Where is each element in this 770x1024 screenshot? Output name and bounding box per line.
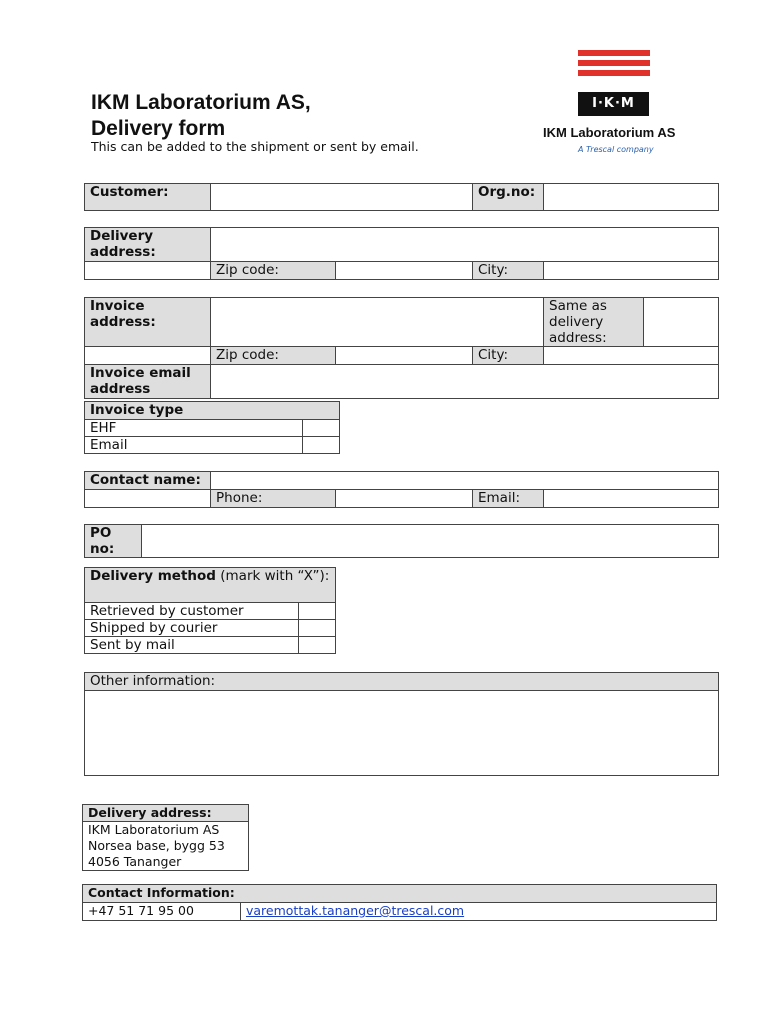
contact-name-input[interactable]: [211, 472, 719, 490]
our-contact-phone: +47 51 71 95 00: [83, 903, 241, 921]
other-info-textarea[interactable]: [85, 691, 719, 776]
po-no-input[interactable]: [142, 525, 719, 558]
same-as-delivery-label: Same as delivery address:: [544, 298, 644, 347]
invoice-email-input[interactable]: [211, 365, 719, 399]
delivery-method-header-rest: (mark with “X”):: [215, 568, 330, 584]
phone-input[interactable]: [336, 490, 473, 508]
invoice-city-input[interactable]: [544, 347, 719, 365]
method-courier-checkbox[interactable]: [299, 620, 336, 637]
delivery-city-label: City:: [473, 262, 544, 280]
contact-table: [84, 471, 719, 508]
phone-label: Phone:: [211, 490, 336, 508]
other-info-table: [84, 672, 719, 776]
customer-input[interactable]: [211, 184, 473, 211]
logo-stripe: [578, 50, 650, 56]
invoice-type-table: [84, 401, 340, 454]
title-line-2: Delivery form: [91, 117, 226, 140]
our-address-line-1: IKM Laboratorium AS: [88, 822, 220, 837]
delivery-city-input[interactable]: [544, 262, 719, 280]
org-no-input[interactable]: [544, 184, 719, 211]
our-address-table: [82, 804, 249, 871]
logo-stripe: [578, 70, 650, 76]
email-input[interactable]: [544, 490, 719, 508]
logo-stripe: [578, 60, 650, 66]
customer-table: [84, 183, 719, 211]
invoice-type-header: Invoice type: [85, 402, 340, 420]
delivery-method-header-bold: Delivery method: [90, 568, 216, 584]
logo-box: I·K·M: [578, 92, 649, 116]
same-as-delivery-input[interactable]: [644, 298, 719, 347]
invoice-type-ehf-label: EHF: [85, 420, 303, 437]
po-no-label: PO no:: [85, 525, 142, 558]
our-address-header: Delivery address:: [83, 805, 249, 822]
method-retrieved-label: Retrieved by customer: [85, 603, 299, 620]
method-courier-label: Shipped by courier: [85, 620, 299, 637]
ikm-logo: [540, 48, 690, 160]
invoice-blank-cell: [85, 347, 211, 365]
our-contact-header: Contact Information:: [83, 885, 717, 903]
invoice-type-email-checkbox[interactable]: [303, 437, 340, 454]
our-contact-email-cell: [241, 903, 717, 921]
contact-name-label: Contact name:: [85, 472, 211, 490]
page-title: [91, 90, 311, 142]
our-address-line-3: 4056 Tananger: [88, 854, 182, 869]
invoice-type-ehf-checkbox[interactable]: [303, 420, 340, 437]
invoice-email-label: Invoice email address: [85, 365, 211, 399]
logo-company-name: IKM Laboratorium AS: [543, 125, 676, 140]
method-retrieved-checkbox[interactable]: [299, 603, 336, 620]
invoice-zip-label: Zip code:: [211, 347, 336, 365]
org-no-label: Org.no:: [473, 184, 544, 211]
customer-label: Customer:: [85, 184, 211, 211]
method-mail-label: Sent by mail: [85, 637, 299, 654]
title-line-1: IKM Laboratorium AS,: [91, 91, 311, 114]
invoice-table: [84, 297, 719, 399]
invoice-address-input[interactable]: [211, 298, 544, 347]
our-address-body: [83, 822, 249, 871]
delivery-table: [84, 227, 719, 280]
invoice-address-label: Invoice address:: [85, 298, 211, 347]
delivery-method-table: [84, 567, 336, 654]
our-contact-email-link[interactable]: varemottak.tananger@trescal.com: [246, 903, 465, 918]
delivery-address-label: Delivery address:: [85, 228, 211, 262]
logo-tagline: A Trescal company: [578, 145, 654, 154]
delivery-zip-input[interactable]: [336, 262, 473, 280]
delivery-method-header: [85, 568, 336, 603]
contact-blank-cell: [85, 490, 211, 508]
our-contact-table: [82, 884, 717, 921]
invoice-city-label: City:: [473, 347, 544, 365]
page-subtitle: This can be added to the shipment or sent by email.: [91, 139, 419, 154]
delivery-zip-label: Zip code:: [211, 262, 336, 280]
invoice-type-email-label: Email: [85, 437, 303, 454]
our-address-line-2: Norsea base, bygg 53: [88, 838, 225, 853]
po-table: [84, 524, 719, 558]
other-info-label: Other information:: [85, 673, 719, 691]
delivery-address-input[interactable]: [211, 228, 719, 262]
delivery-blank-cell: [85, 262, 211, 280]
method-mail-checkbox[interactable]: [299, 637, 336, 654]
email-label: Email:: [473, 490, 544, 508]
invoice-zip-input[interactable]: [336, 347, 473, 365]
